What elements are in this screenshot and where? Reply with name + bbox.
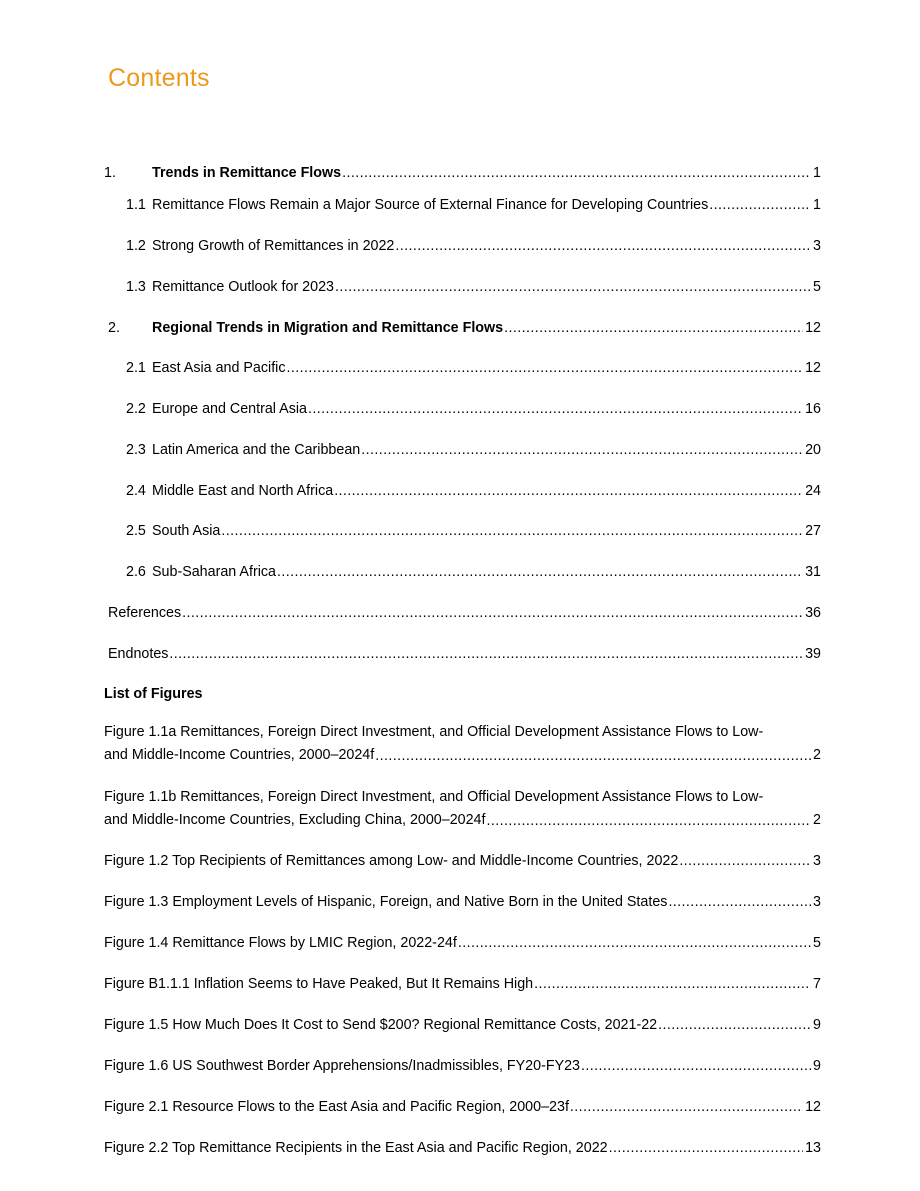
- toc-page-number: 24: [805, 483, 821, 499]
- figure-entry-1-1b[interactable]: [104, 786, 821, 832]
- dot-leader: [504, 317, 803, 339]
- figure-entry-2-1[interactable]: [104, 1096, 821, 1118]
- dot-leader: [609, 1137, 803, 1159]
- figure-page-number: 2: [813, 747, 821, 763]
- figure-page-number: 3: [813, 853, 821, 869]
- dot-leader: [221, 520, 803, 542]
- toc-number: 2.: [108, 320, 120, 336]
- toc-page-number: 5: [813, 279, 821, 295]
- figure-label: Figure B1.1.1 Inflation Seems to Have Peaked, But It Remains High: [104, 976, 534, 992]
- dot-leader: [581, 1055, 811, 1077]
- toc-number: 1.: [104, 165, 116, 181]
- toc-label: Europe and Central Asia: [152, 401, 307, 417]
- figure-page-number: 7: [813, 976, 821, 992]
- figure-page-number: 9: [813, 1058, 821, 1074]
- dot-leader: [334, 480, 803, 502]
- figure-entry-1-5[interactable]: [104, 1014, 821, 1036]
- figure-entry-2-2[interactable]: [104, 1137, 821, 1159]
- dot-leader: [709, 194, 811, 216]
- toc-page-number: 12: [805, 360, 821, 376]
- toc-page-number: 1: [813, 165, 821, 181]
- toc-number: 2.1: [126, 360, 146, 376]
- figure-label-line-2: and Middle-Income Countries, Excluding China, 2000–2024f: [104, 812, 486, 828]
- figure-entry-1-1a[interactable]: [104, 721, 821, 767]
- figure-label: Figure 2.1 Resource Flows to the East Asia and Pacific Region, 2000–23f: [104, 1099, 569, 1115]
- toc-number: 2.2: [126, 401, 146, 417]
- toc-entry-references[interactable]: [108, 602, 821, 624]
- toc-page-number: 39: [805, 646, 821, 662]
- toc-label: Remittance Outlook for 2023: [152, 279, 334, 295]
- toc-label: Sub-Saharan Africa: [152, 564, 276, 580]
- toc-label: East Asia and Pacific: [152, 360, 286, 376]
- dot-leader: [277, 561, 803, 583]
- toc-entry-2-3[interactable]: [126, 439, 821, 461]
- dot-leader: [487, 809, 812, 832]
- toc-label: Strong Growth of Remittances in 2022: [152, 238, 395, 254]
- toc-label: Middle East and North Africa: [152, 483, 334, 499]
- toc-number: 2.6: [126, 564, 146, 580]
- toc-entry-2-1[interactable]: [126, 357, 821, 379]
- figure-page-number: 13: [805, 1140, 821, 1156]
- dot-leader: [182, 602, 803, 624]
- toc-page-number: 36: [805, 605, 821, 621]
- toc-entry-2-4[interactable]: [126, 480, 821, 502]
- toc-entry-1-2[interactable]: [126, 235, 821, 257]
- dot-leader: [570, 1096, 803, 1118]
- dot-leader: [458, 932, 811, 954]
- dot-leader: [375, 744, 811, 767]
- toc-page-number: 12: [805, 320, 821, 336]
- toc-entry-1-1[interactable]: [126, 194, 821, 216]
- toc-label: Endnotes: [108, 646, 169, 662]
- figure-entry-b1-1-1[interactable]: [104, 973, 821, 995]
- toc-entry-2-2[interactable]: [126, 398, 821, 420]
- toc-label: Latin America and the Caribbean: [152, 442, 361, 458]
- figure-label: Figure 1.2 Top Recipients of Remittances among Low- and Middle-Income Countries, 2022: [104, 853, 679, 869]
- figure-entry-1-2[interactable]: [104, 850, 821, 872]
- toc-number: 1.3: [126, 279, 146, 295]
- figure-label: Figure 1.5 How Much Does It Cost to Send $200? Regional Remittance Costs, 2021-22: [104, 1017, 658, 1033]
- toc-entry-endnotes[interactable]: [108, 643, 821, 665]
- toc-number: 2.5: [126, 523, 146, 539]
- toc-label: Remittance Flows Remain a Major Source of External Finance for Developing Countries: [152, 197, 709, 213]
- figure-entry-1-3[interactable]: [104, 891, 821, 913]
- figure-label: Figure 1.3 Employment Levels of Hispanic, Foreign, and Native Born in the United States: [104, 894, 668, 910]
- list-of-figures-heading: List of Figures: [104, 686, 203, 702]
- dot-leader: [668, 891, 811, 913]
- toc-number: 1.2: [126, 238, 146, 254]
- toc-label: Regional Trends in Migration and Remittance Flows: [152, 320, 504, 336]
- dot-leader: [308, 398, 803, 420]
- toc-page-number: 27: [805, 523, 821, 539]
- figure-page-number: 9: [813, 1017, 821, 1033]
- figure-entry-1-4[interactable]: [104, 932, 821, 954]
- figure-page-number: 2: [813, 812, 821, 828]
- dot-leader: [658, 1014, 811, 1036]
- figure-label-line-2: and Middle-Income Countries, 2000–2024f: [104, 747, 375, 763]
- toc-number: 1.1: [126, 197, 146, 213]
- toc-entry-1-3[interactable]: [126, 276, 821, 298]
- toc-entry-section-2[interactable]: [108, 317, 821, 339]
- toc-label: South Asia: [152, 523, 221, 539]
- dot-leader: [361, 439, 803, 461]
- toc-page-number: 3: [813, 238, 821, 254]
- figure-label-line-1: Figure 1.1b Remittances, Foreign Direct Investment, and Official Development Assistance Flows to Low-: [104, 789, 764, 805]
- figure-page-number: 3: [813, 894, 821, 910]
- page-title: Contents: [108, 64, 210, 92]
- toc-label: Trends in Remittance Flows: [152, 165, 342, 181]
- dot-leader: [534, 973, 811, 995]
- figure-entry-1-6[interactable]: [104, 1055, 821, 1077]
- toc-page-number: 31: [805, 564, 821, 580]
- toc-entry-2-6[interactable]: [126, 561, 821, 583]
- figure-page-number: 12: [805, 1099, 821, 1115]
- toc-page-number: 16: [805, 401, 821, 417]
- toc-page-number: 20: [805, 442, 821, 458]
- dot-leader: [335, 276, 811, 298]
- figure-label-line-1: Figure 1.1a Remittances, Foreign Direct Investment, and Official Development Assistance Flows to Low-: [104, 724, 764, 740]
- toc-entry-section-1[interactable]: [104, 162, 821, 184]
- toc-number: 2.4: [126, 483, 146, 499]
- toc-entry-2-5[interactable]: [126, 520, 821, 542]
- figure-label: Figure 1.4 Remittance Flows by LMIC Region, 2022-24f: [104, 935, 457, 951]
- figure-page-number: 5: [813, 935, 821, 951]
- dot-leader: [287, 357, 804, 379]
- figure-label: Figure 1.6 US Southwest Border Apprehensions/Inadmissibles, FY20-FY23: [104, 1058, 581, 1074]
- dot-leader: [679, 850, 811, 872]
- figure-label: Figure 2.2 Top Remittance Recipients in the East Asia and Pacific Region, 2022: [104, 1140, 608, 1156]
- dot-leader: [169, 643, 803, 665]
- dot-leader: [395, 235, 811, 257]
- toc-page-number: 1: [813, 197, 821, 213]
- toc-number: 2.3: [126, 442, 146, 458]
- dot-leader: [342, 162, 811, 184]
- toc-label: References: [108, 605, 182, 621]
